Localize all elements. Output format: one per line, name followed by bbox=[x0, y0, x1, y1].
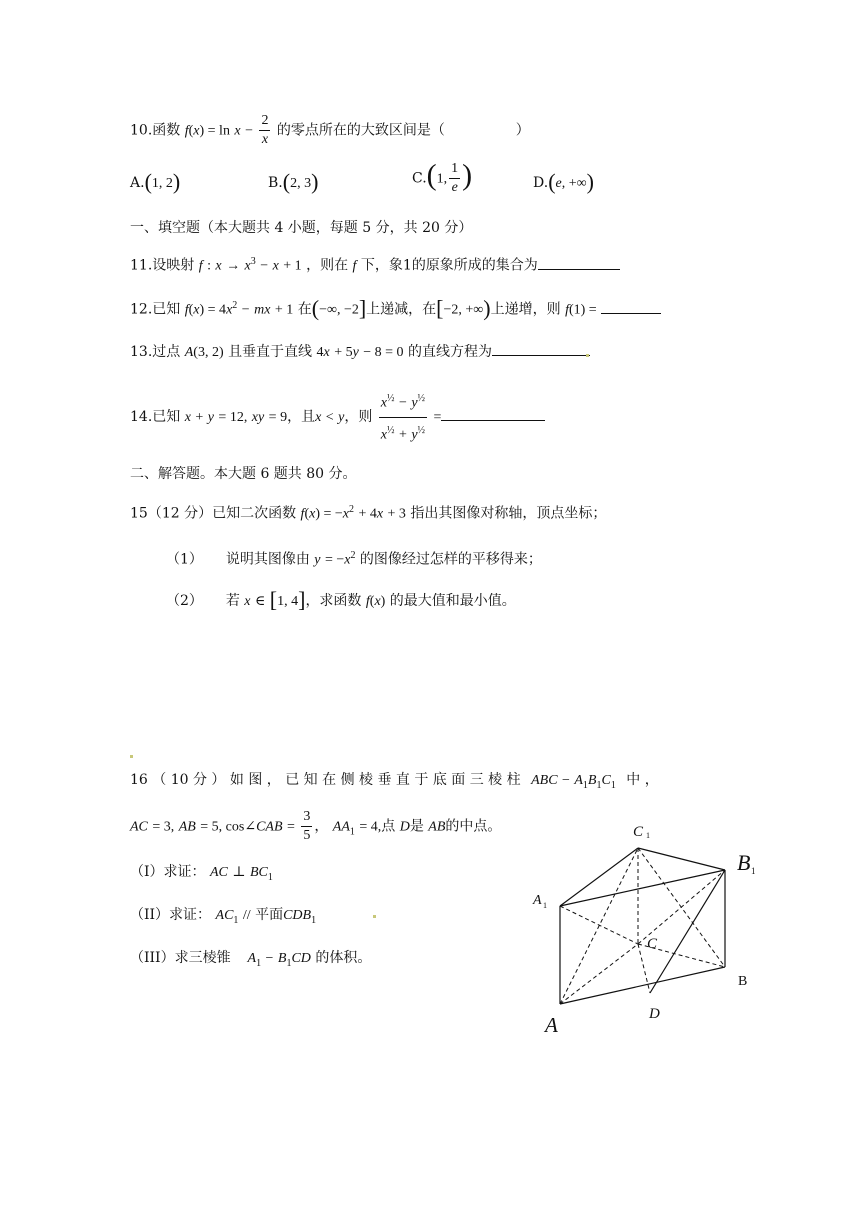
q16-part-1: （I）求证： AC ⊥ $BC_1$ bbox=[130, 864, 273, 883]
stray-mark bbox=[373, 915, 376, 918]
q10-option-d: D.(e, +∞) bbox=[533, 169, 594, 194]
label-b: B bbox=[738, 974, 748, 989]
stray-mark bbox=[130, 755, 133, 758]
q16-part-3: （III）求三棱锥 $A_1 - B_1CD$ 的体积。 bbox=[130, 950, 372, 969]
question-14: 14.已知 x + y = 12, xy = 9，且x < y，则 $\frac{x^{\frac{1}{2}} - y^{\frac{1}{2}}}{x^{\frac{1}{2}} + y^{\frac{1}{2}}}$ = bbox=[130, 386, 545, 448]
question-12: 12.已知 $f(x) = 4x^2$ − mx + 1 在(−∞, −2]上递减，在[−2, +∞)上递增，则 f(1) = bbox=[130, 296, 661, 321]
question-16: 16 （ 10 分 ） 如 图 ， 已 知 在 侧 棱 垂 直 于 底 面 三 棱 柱 ABC − $A_1B_1C_1$ 中 ， bbox=[130, 772, 659, 791]
label-b1: B bbox=[737, 850, 751, 875]
prism-figure bbox=[525, 812, 765, 1042]
svg-text:1: 1 bbox=[751, 866, 756, 876]
question-11: 11.设映射 f : $x \to x^3 - x + 1$ ，则在 f 下，象1的原象所成的集合为 bbox=[130, 252, 620, 277]
section-1-heading: 一、填空题（本大题共 4 小题，每题 5 分，共 20 分） bbox=[130, 220, 473, 236]
q10-option-b: B.(2, 3) bbox=[268, 169, 319, 194]
question-10: 10.函数 f(x) = ln x − $\frac{2}{x}$ 的零点所在的大致区间是（ ） bbox=[130, 113, 530, 147]
svg-text:1: 1 bbox=[646, 831, 650, 840]
label-d: D bbox=[649, 1006, 660, 1022]
question-13: 13.过点 A(3, 2) 且垂直于直线 4x + 5y − 8 = 0 的直线方程为 bbox=[130, 342, 590, 363]
q10-suffix: 的零点所在的大致区间是（ bbox=[276, 122, 445, 139]
q15-part-1: （1） 说明其图像由 $y = -x^2$ 的图像经过怎样的平移得来； bbox=[166, 550, 542, 568]
stray-mark bbox=[586, 354, 589, 357]
q10-option-c: C.(1, $\frac{1}{e}$ ) bbox=[412, 158, 473, 195]
q11-answer-blank[interactable] bbox=[538, 269, 620, 270]
label-c1: C bbox=[633, 824, 644, 840]
question-15: 15（12 分）已知二次函数 $f(x) = -x^2 + 4x + 3$ 指出其图像对称轴，顶点坐标； bbox=[130, 504, 607, 522]
segment-b1-d bbox=[650, 870, 725, 993]
q12-answer-blank[interactable] bbox=[601, 313, 661, 314]
hidden-segment-c-b1 bbox=[638, 870, 725, 944]
q16-part-2: （II）求证： $AC_1$ // 平面$CDB_1$ bbox=[130, 907, 317, 926]
q14-answer-blank[interactable] bbox=[441, 420, 545, 421]
hidden-segment-a1-c bbox=[560, 906, 638, 944]
q16-given: AC = 3, AB = 5, cos∠CAB = $\frac{3}{5}$ ， $AA_1 = 4$,点 D是 AB的中点。 bbox=[130, 809, 502, 843]
q10-prefix: 10.函数 bbox=[130, 122, 181, 139]
label-c: C bbox=[647, 936, 658, 952]
svg-text:1: 1 bbox=[543, 901, 547, 910]
q15-part-2: （2） 若 x ∈ [1, 4]，求函数 f(x) 的最大值和最小值。 bbox=[166, 587, 516, 612]
q10-option-a: A.(1, 2) bbox=[130, 169, 181, 194]
label-a: A bbox=[545, 1013, 558, 1037]
label-a1: A bbox=[533, 893, 542, 908]
hidden-segment-a-c1 bbox=[560, 848, 638, 1004]
edge-c1-b1 bbox=[638, 848, 725, 870]
section-2-heading: 二、解答题。本大题 6 题共 80 分。 bbox=[130, 466, 357, 482]
q13-answer-blank[interactable] bbox=[492, 355, 590, 356]
